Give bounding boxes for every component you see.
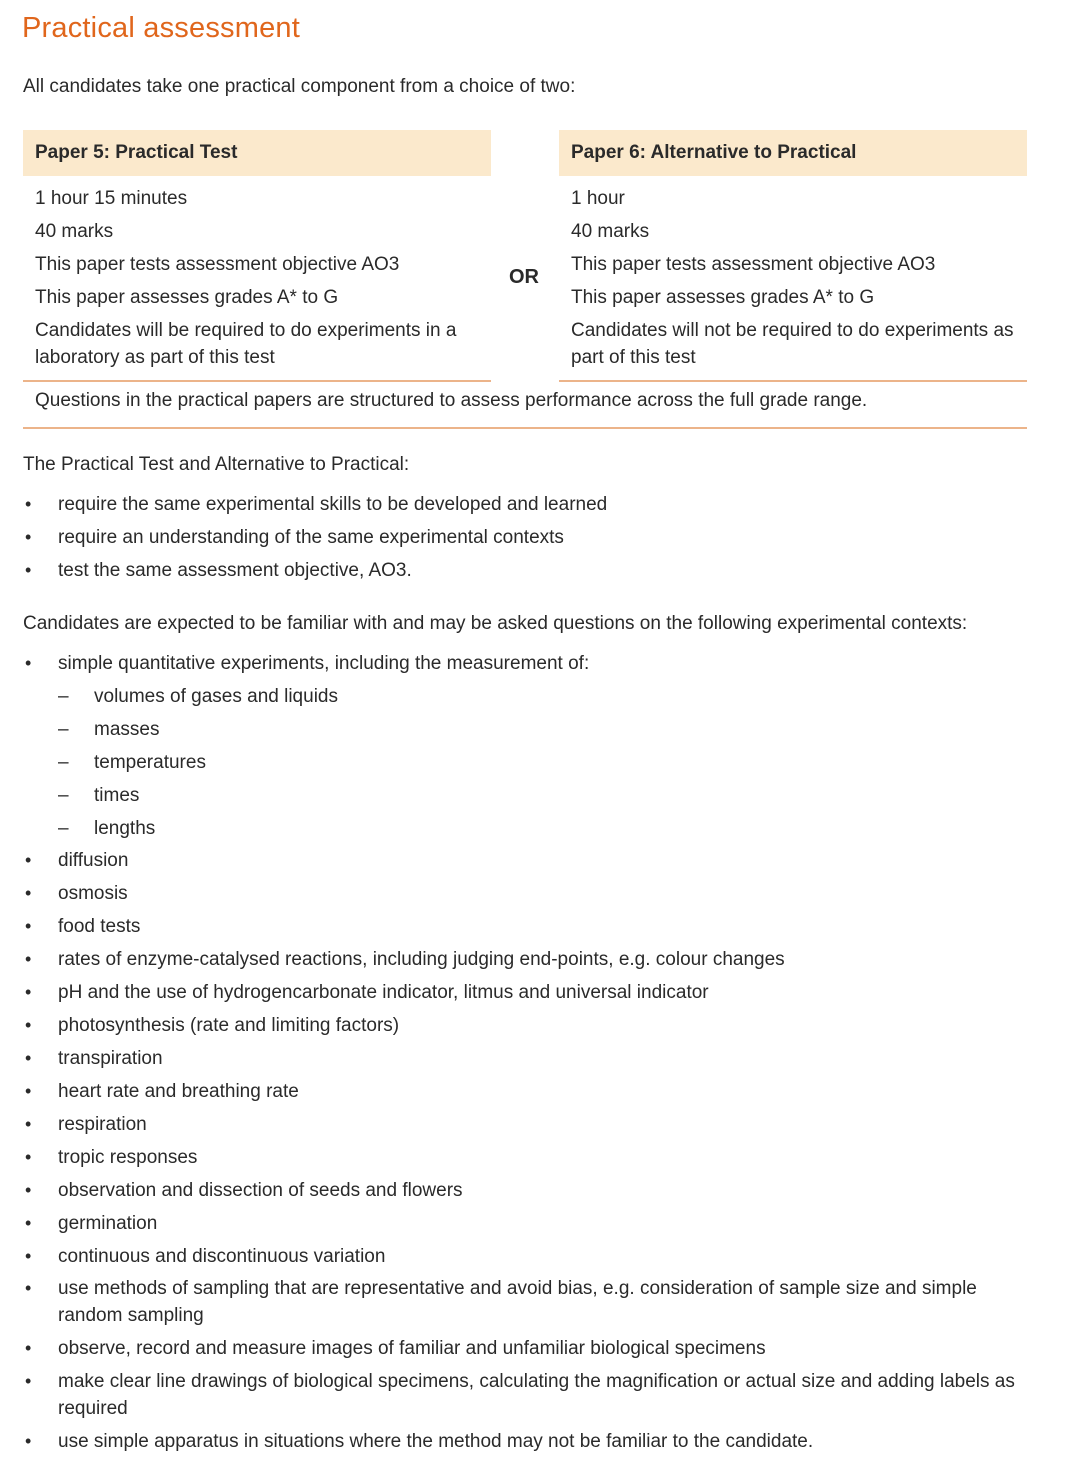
list-item: • continuous and discontinuous variation	[23, 1240, 1023, 1273]
list-item: • observation and dissection of seeds and flowers	[23, 1174, 1023, 1207]
sublist-item: – temperatures	[58, 746, 1023, 779]
paper-6-heading: Paper 6: Alternative to Practical	[559, 130, 1027, 176]
section-2-list-continued	[23, 844, 1023, 1273]
paper-6-grades: This paper assesses grades A* to G	[571, 287, 875, 308]
list-item: • osmosis	[23, 877, 1023, 910]
measurement-sublist	[58, 680, 1023, 845]
list-item: • observe, record and measure images of familiar and unfamiliar biological specimens	[23, 1335, 1023, 1362]
sublist-item: – masses	[58, 713, 1023, 746]
paper-6-details	[559, 176, 1027, 371]
section-1-list	[23, 488, 1023, 587]
structure-note: Questions in the practical papers are structured to assess performance across the full grade range.	[35, 390, 868, 411]
list-item: • photosynthesis (rate and limiting factors)	[23, 1009, 1023, 1042]
paper-5-marks: 40 marks	[35, 221, 114, 242]
section-2-intro: Candidates are expected to be familiar with and may be asked questions on the following experimental contexts:	[23, 613, 968, 634]
paper-6-experiments-note: Candidates will not be required to do experiments as part of this test	[571, 320, 1014, 368]
paper-5-divider	[23, 380, 491, 382]
list-item: • diffusion	[23, 844, 1023, 877]
paper-5-objective: This paper tests assessment objective AO3	[35, 254, 400, 275]
sublist-item: – times	[58, 779, 1023, 812]
list-item-label: simple quantitative experiments, including the measurement of:	[58, 653, 590, 674]
intro-text: All candidates take one practical component from a choice of two:	[23, 76, 576, 97]
list-item: • heart rate and breathing rate	[23, 1075, 1023, 1108]
sublist-item: – lengths	[58, 812, 1023, 845]
list-item: • food tests	[23, 910, 1023, 943]
paper-6-marks: 40 marks	[571, 221, 650, 242]
sublist-item: – volumes of gases and liquids	[58, 680, 1023, 713]
list-item: • test the same assessment objective, AO3.	[23, 554, 1023, 587]
list-item	[23, 647, 1023, 845]
paper-5-details	[23, 176, 491, 371]
section-1-intro: The Practical Test and Alternative to Practical:	[23, 454, 410, 475]
list-item: • require an understanding of the same experimental contexts	[23, 521, 1023, 554]
or-label: OR	[509, 266, 539, 288]
paper-6-box	[559, 130, 1027, 371]
list-item: • tropic responses	[23, 1141, 1023, 1174]
list-item: • transpiration	[23, 1042, 1023, 1075]
page-title: Practical assessment	[22, 12, 300, 44]
paper-6-objective: This paper tests assessment objective AO3	[571, 254, 936, 275]
paper-5-grades: This paper assesses grades A* to G	[35, 287, 339, 308]
list-item: • use simple apparatus in situations where the method may not be familiar to the candidate.	[23, 1428, 1023, 1455]
list-item: • pH and the use of hydrogencarbonate indicator, litmus and universal indicator	[23, 976, 1023, 1009]
paper-6-divider	[559, 380, 1027, 382]
paper-6-duration: 1 hour	[571, 188, 625, 209]
list-item: • require the same experimental skills to be developed and learned	[23, 488, 1023, 521]
list-item: • germination	[23, 1207, 1023, 1240]
structure-note-divider	[23, 427, 1027, 429]
paper-5-box	[23, 130, 491, 371]
list-item: • respiration	[23, 1108, 1023, 1141]
paper-5-duration: 1 hour 15 minutes	[35, 188, 188, 209]
list-item: • use methods of sampling that are representative and avoid bias, e.g. consideration of sample size and simple random sampling	[23, 1275, 1023, 1329]
paper-5-experiments-note: Candidates will be required to do experiments in a laboratory as part of this test	[35, 320, 457, 368]
list-item: • rates of enzyme-catalysed reactions, including judging end-points, e.g. colour changes	[23, 943, 1023, 976]
section-2-list-end	[23, 1275, 1023, 1455]
list-item: • make clear line drawings of biological specimens, calculating the magnification or actual size and adding labels as required	[23, 1368, 1023, 1422]
section-2-list	[23, 647, 1023, 845]
paper-5-heading: Paper 5: Practical Test	[23, 130, 491, 176]
